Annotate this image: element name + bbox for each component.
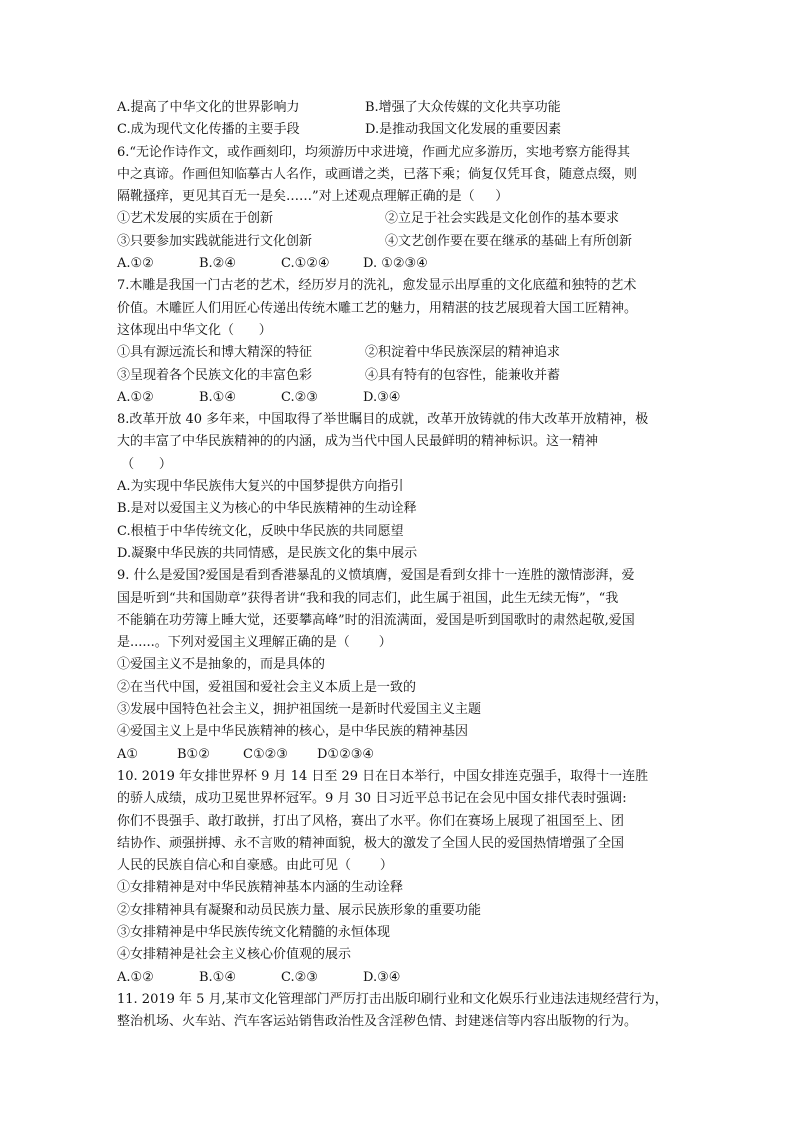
q10-stem-line: 10. 2019 年女排世界杯 9 月 14 日至 29 日在日本举行，中国女排连克强手，取得十一连胜 [117,768,649,784]
q7-item-2: ②积淀着中华民族深层的精神追求 [365,345,561,361]
q9-choices [117,744,682,766]
q8-stem-line: 8.改革开放 40 多年来，中国取得了举世瞩目的成就，改革开放铸就的伟大改革开放精神，极 [117,412,649,428]
q10-choices [117,967,682,989]
q8-option-b[interactable]: B.是对以爱国主义为核心的中华民族精神的生动诠释 [117,501,417,517]
q7-choice-c[interactable]: C.②③ [281,389,318,405]
q7-choices [117,387,682,409]
q6-item-4: ④文艺创作要在要在继承的基础上有所创新 [385,233,633,249]
q9-choice-d[interactable]: D①②③④ [317,746,375,762]
q10-choice-c[interactable]: C.②③ [281,969,318,985]
q10-item-2: ②女排精神具有凝聚和动员民族力量、展示民族形象的重要功能 [117,902,482,918]
q10-choice-b[interactable]: B.①④ [199,969,236,985]
q7-stem-line: 7.木雕是我国一门古老的艺术，经历岁月的洗礼，愈发显示出厚重的文化底蕴和独特的艺术 [117,278,637,294]
q5-options-row-1 [117,97,682,119]
q6-choice-a[interactable]: A.①② [117,256,154,272]
q10-item-3: ③女排精神是中华民族传统文化精髓的永恒体现 [117,924,391,940]
q11-stem-line: 整治机场、火车站、汽车客运站销售政治性及含淫秽色情、封建迷信等内容出版物的行为。 [117,1014,638,1030]
q7-items-row-1 [117,342,682,364]
q6-items-row-2 [117,231,682,253]
q9-stem-line: 国是听到“共和国勋章”获得者讲“我和我的同志们，此生属于祖国，此生无续无悔”，“我 [117,590,619,606]
q7-items-row-2 [117,365,682,387]
q10-stem-line: 人民的民族自信心和自豪感。由此可见（ ） [117,858,393,874]
q9-choice-a[interactable]: A① [117,746,139,762]
q7-item-3: ③呈现着各个民族文化的丰富色彩 [117,367,313,383]
q8-option-d[interactable]: D.凝聚中华民族的共同情感，是民族文化的集中展示 [117,545,418,561]
q6-stem-line: 中之真谛。作画但知临摹古人名作，或画谱之类，已落下乘；倘复仅凭耳食，随意点缀，则 [117,166,638,182]
q8-stem-line: （ ） [117,456,172,472]
q9-item-3: ③发展中国特色社会主义，拥护祖国统一是新时代爱国主义主题 [117,702,482,718]
q9-item-2: ②在当代中国，爱祖国和爱社会主义本质上是一致的 [117,679,417,695]
q7-item-1: ①具有源远流长和博大精深的特征 [117,345,313,361]
q10-choice-d[interactable]: D.③④ [363,969,401,985]
q6-choice-b[interactable]: B.②④ [199,256,236,272]
q9-stem-line: 9. 什么是爱国?爱国是看到香港暴乱的义愤填膺，爱国是看到女排十一连胜的激情澎湃，爱 [117,568,635,584]
q6-choices [117,253,682,275]
q10-stem-line: 的骄人成绩，成功卫冕世界杯冠军。9 月 30 日习近平总书记在会见中国女排代表时强调: [117,791,627,807]
q9-item-4: ④爱国主义上是中华民族精神的核心，是中华民族的精神基因 [117,724,469,740]
q6-item-2: ②立足于社会实践是文化创作的基本要求 [385,211,620,227]
q7-stem-line: 这体现出中华文化（ ） [117,322,272,338]
q6-choice-c[interactable]: C.①②④ [281,256,330,272]
q9-choice-b[interactable]: B①② [177,746,210,762]
exam-page [117,97,682,1033]
q9-item-1: ①爱国主义不是抽象的，而是具体的 [117,657,326,673]
q10-choice-a[interactable]: A.①② [117,969,154,985]
q5-option-d[interactable]: D.是推动我国文化发展的重要因素 [365,122,562,138]
q11-stem-line: 11. 2019 年 5 月,某市文化管理部门严厉打击出版印刷行业和文化娱乐行业违法违规经营行为， [117,991,668,1007]
q10-item-4: ④女排精神是社会主义核心价值观的展示 [117,947,352,963]
q5-options-row-2 [117,119,682,141]
q9-stem-line: 是......。下列对爱国主义理解正确的是（ ） [117,635,392,651]
q8-stem-line: 大的丰富了中华民族精神的的内涵，成为当代中国人民最鲜明的精神标识。这一精神 [117,434,599,450]
q6-stem-line: 隔靴搔痒，更见其百无一是矣……”对上述观点理解正确的是（ ） [117,189,509,205]
q6-item-1: ①艺术发展的实质在于创新 [117,211,274,227]
q8-option-c[interactable]: C.根植于中华传统文化，反映中华民族的共同愿望 [117,523,404,539]
q10-stem-line: 你们不畏强手、敢打敢拼，打出了风格，赛出了水平。你们在赛场上展现了祖国至上、团 [117,813,625,829]
q5-option-b[interactable]: B.增强了大众传媒的文化共享功能 [365,100,561,115]
q6-stem-line: 6.“无论作诗作文，或作画刻印，均须游历中求进境，作画尤应多游历，实地考察方能得其 [117,144,631,160]
q7-item-4: ④具有特有的包容性，能兼收并蓄 [365,367,561,383]
q5-option-c[interactable]: C.成为现代文化传播的主要手段 [117,122,300,138]
q10-item-1: ①女排精神是对中华民族精神基本内涵的生动诠释 [117,880,404,896]
q6-choice-d[interactable]: D. ①②③④ [363,256,428,272]
q5-option-a[interactable]: A.提高了中华文化的世界影响力 [117,100,300,115]
q10-stem-line: 结协作、顽强拼搏、永不言败的精神面貌，极大的激发了全国人民的爱国热情增强了全国 [117,835,625,851]
q7-stem-line: 价值。木雕匠人们用匠心传递出传统木雕工艺的魅力，用精湛的技艺展现着大国工匠精神。 [117,300,638,316]
q7-choice-a[interactable]: A.①② [117,389,154,405]
q9-choice-c[interactable]: C①②③ [243,746,288,762]
q7-choice-b[interactable]: B.①④ [199,389,236,405]
q6-items-row-1 [117,208,682,230]
q9-stem-line: 不能躺在功劳簿上睡大觉，还要攀高峰”时的泪流满面，爱国是听到国歌时的肃然起敬,爱国 [117,612,635,628]
q6-item-3: ③只要参加实践就能进行文化创新 [117,233,313,249]
q7-choice-d[interactable]: D.③④ [363,389,401,405]
q8-option-a[interactable]: A.为实现中华民族伟大复兴的中国梦提供方向指引 [117,479,404,495]
